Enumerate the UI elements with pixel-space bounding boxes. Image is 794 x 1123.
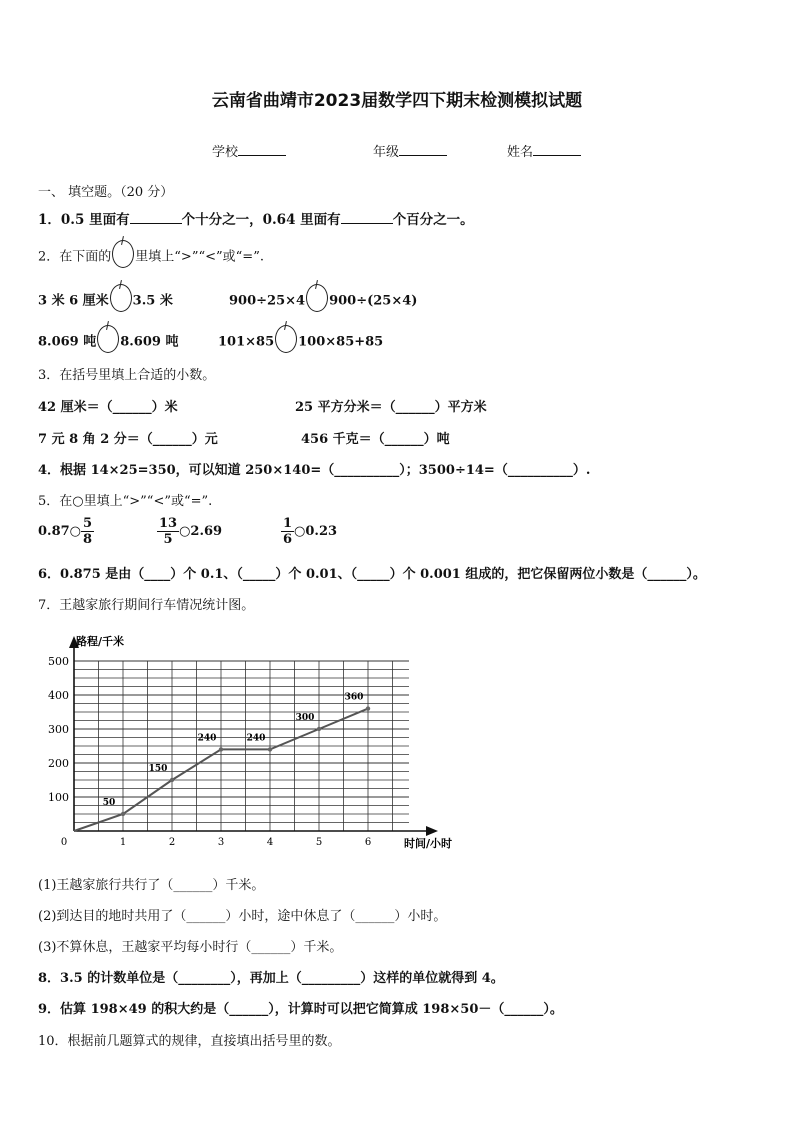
- q5-c-fraction: [281, 516, 294, 547]
- data-label: 240: [246, 733, 266, 744]
- school-label: 学校: [212, 145, 239, 160]
- q2-r2a-left: 8.069 吨: [38, 334, 97, 350]
- q5-b-fraction: [157, 516, 179, 547]
- q5-b-denominator: 5: [163, 532, 173, 547]
- q3-item-d[interactable]: 456 千克＝（______）吨: [301, 432, 450, 447]
- q5-b-numerator: 13: [159, 516, 178, 531]
- data-point: [121, 812, 125, 816]
- q7-sub-3[interactable]: (3)不算休息，王越家平均每小时行（______）千米。: [38, 940, 343, 955]
- answer-circle-icon[interactable]: [306, 284, 328, 312]
- q2-r2b-left: 101×85: [218, 334, 275, 350]
- chart-series: [74, 693, 370, 831]
- x-tick-label: 4: [266, 837, 274, 848]
- y-tick-label: 500: [48, 655, 69, 668]
- q2-r2a-right: 8.609 吨: [120, 334, 179, 350]
- q3-item-a[interactable]: 42 厘米＝（______）米: [38, 400, 178, 415]
- q5-item-b[interactable]: [157, 516, 222, 547]
- question-3: 3．在括号里填上合适的小数。: [38, 368, 216, 383]
- x-tick-label: 6: [364, 837, 372, 848]
- question-8[interactable]: 8．3.5 的计数单位是（________），再加上（_________）这样的单位就得到 4。: [38, 971, 504, 986]
- grade-field: [373, 141, 447, 160]
- q2-row2-a: [38, 328, 178, 356]
- question-4[interactable]: 4．根据 14×25=350，可以知道 250×140=（__________）；3500÷14=（__________）.: [38, 463, 591, 478]
- section-heading: 一、 填空题。（20 分）: [38, 185, 174, 200]
- q2-row1-a: [38, 287, 173, 315]
- q2-r1b-left: 900÷25×4: [229, 293, 306, 309]
- question-2: [38, 243, 264, 271]
- x-axis-arrow: [426, 826, 438, 836]
- grade-label: 年级: [373, 145, 400, 160]
- question-7: 7．王越家旅行期间行车情况统计图。: [38, 598, 255, 613]
- q5-a-fraction: [81, 516, 94, 547]
- x-tick-label: 3: [217, 837, 225, 848]
- chart-xlabel: 时间/小时: [404, 837, 453, 850]
- name-blank[interactable]: [533, 141, 581, 156]
- answer-circle-icon[interactable]: [110, 284, 132, 312]
- data-point: [170, 778, 174, 782]
- q3-item-c[interactable]: 7 元 8 角 2 分＝（______）元: [38, 432, 218, 447]
- q5-item-a[interactable]: [38, 516, 94, 547]
- answer-circle-icon[interactable]: [275, 325, 297, 353]
- q1-blank-1[interactable]: [130, 209, 182, 224]
- q7-sub-1[interactable]: (1)王越家旅行共行了（______）千米。: [38, 878, 265, 893]
- y-tick-label: 200: [48, 757, 69, 770]
- data-label: 50: [102, 798, 116, 808]
- data-point: [219, 747, 223, 751]
- data-point: [268, 747, 272, 751]
- question-1: [38, 208, 474, 228]
- question-9[interactable]: 9．估算 198×49 的积大约是（______），计算时可以把它简算成 198×50－（______）。: [38, 1002, 563, 1017]
- q7-sub-2[interactable]: (2)到达目的地时共用了（______）小时，途中休息了（______）小时。: [38, 909, 447, 924]
- data-label: 360: [344, 692, 364, 703]
- q1-text-b: 个十分之一，0.64 里面有: [181, 212, 341, 228]
- chart-grid: [74, 661, 409, 831]
- y-tick-label: 100: [48, 791, 69, 804]
- name-label: 姓名: [507, 145, 534, 160]
- travel-line-chart: [38, 628, 478, 858]
- y-tick-label: 300: [48, 723, 69, 736]
- q5-c-numerator: 1: [283, 516, 293, 531]
- q5-a-denominator: 8: [83, 532, 93, 547]
- question-5: 5．在○里填上“>”“<”或“=”.: [38, 494, 213, 509]
- apple-circle-icon: [112, 240, 134, 268]
- q2-r1a-left: 3 米 6 厘米: [38, 293, 109, 309]
- q2-text-b: 里填上“>”“<”或“=”.: [135, 249, 264, 265]
- question-6[interactable]: 6．0.875 是由（____）个 0.1、（_____）个 0.01、（_____）个 0.001 组成的，把它保留两位小数是（______）。: [38, 567, 706, 582]
- q3-item-b[interactable]: 25 平方分米＝（______）平方米: [295, 400, 487, 415]
- x-tick-label: 2: [168, 837, 176, 848]
- q2-row1-b: [229, 287, 417, 315]
- page-title: 云南省曲靖市2023届数学四下期末检测模拟试题: [211, 91, 583, 111]
- data-point: [366, 706, 370, 710]
- x-tick-label: 5: [315, 837, 323, 848]
- y-tick-label: 400: [48, 689, 69, 702]
- q2-text-a: 2．在下面的: [38, 249, 112, 265]
- x-tick-label: 0: [60, 837, 68, 848]
- data-label: 150: [148, 764, 168, 774]
- question-10: 10．根据前几题算式的规律，直接填出括号里的数。: [38, 1034, 341, 1049]
- q1-text-a: 1．0.5 里面有: [38, 212, 130, 228]
- q2-row2-b: [218, 328, 383, 356]
- q2-r1a-right: 3.5 米: [132, 293, 173, 309]
- answer-circle-icon[interactable]: [97, 325, 119, 353]
- q5-item-c[interactable]: [281, 516, 337, 547]
- grade-blank[interactable]: [399, 141, 447, 156]
- q5-a-pre: 0.87○: [38, 524, 82, 539]
- data-label: 300: [295, 713, 315, 723]
- q5-b-post: ○2.69: [179, 524, 223, 539]
- school-field: [212, 141, 286, 160]
- q5-c-post: ○0.23: [294, 524, 338, 539]
- x-tick-label: 1: [119, 837, 127, 848]
- q5-a-numerator: 5: [83, 516, 93, 531]
- q1-text-c: 个百分之一。: [392, 212, 474, 228]
- q2-r1b-right: 900÷(25×4): [329, 293, 418, 309]
- data-label: 240: [197, 733, 217, 744]
- q1-blank-2[interactable]: [341, 209, 393, 224]
- school-blank[interactable]: [238, 141, 286, 156]
- name-field: [507, 141, 581, 160]
- q2-r2b-right: 100×85+85: [298, 334, 384, 350]
- chart-ticks: [48, 655, 371, 848]
- q5-c-denominator: 6: [283, 532, 293, 547]
- chart-ylabel: 路程/千米: [76, 635, 125, 648]
- data-point: [317, 727, 321, 731]
